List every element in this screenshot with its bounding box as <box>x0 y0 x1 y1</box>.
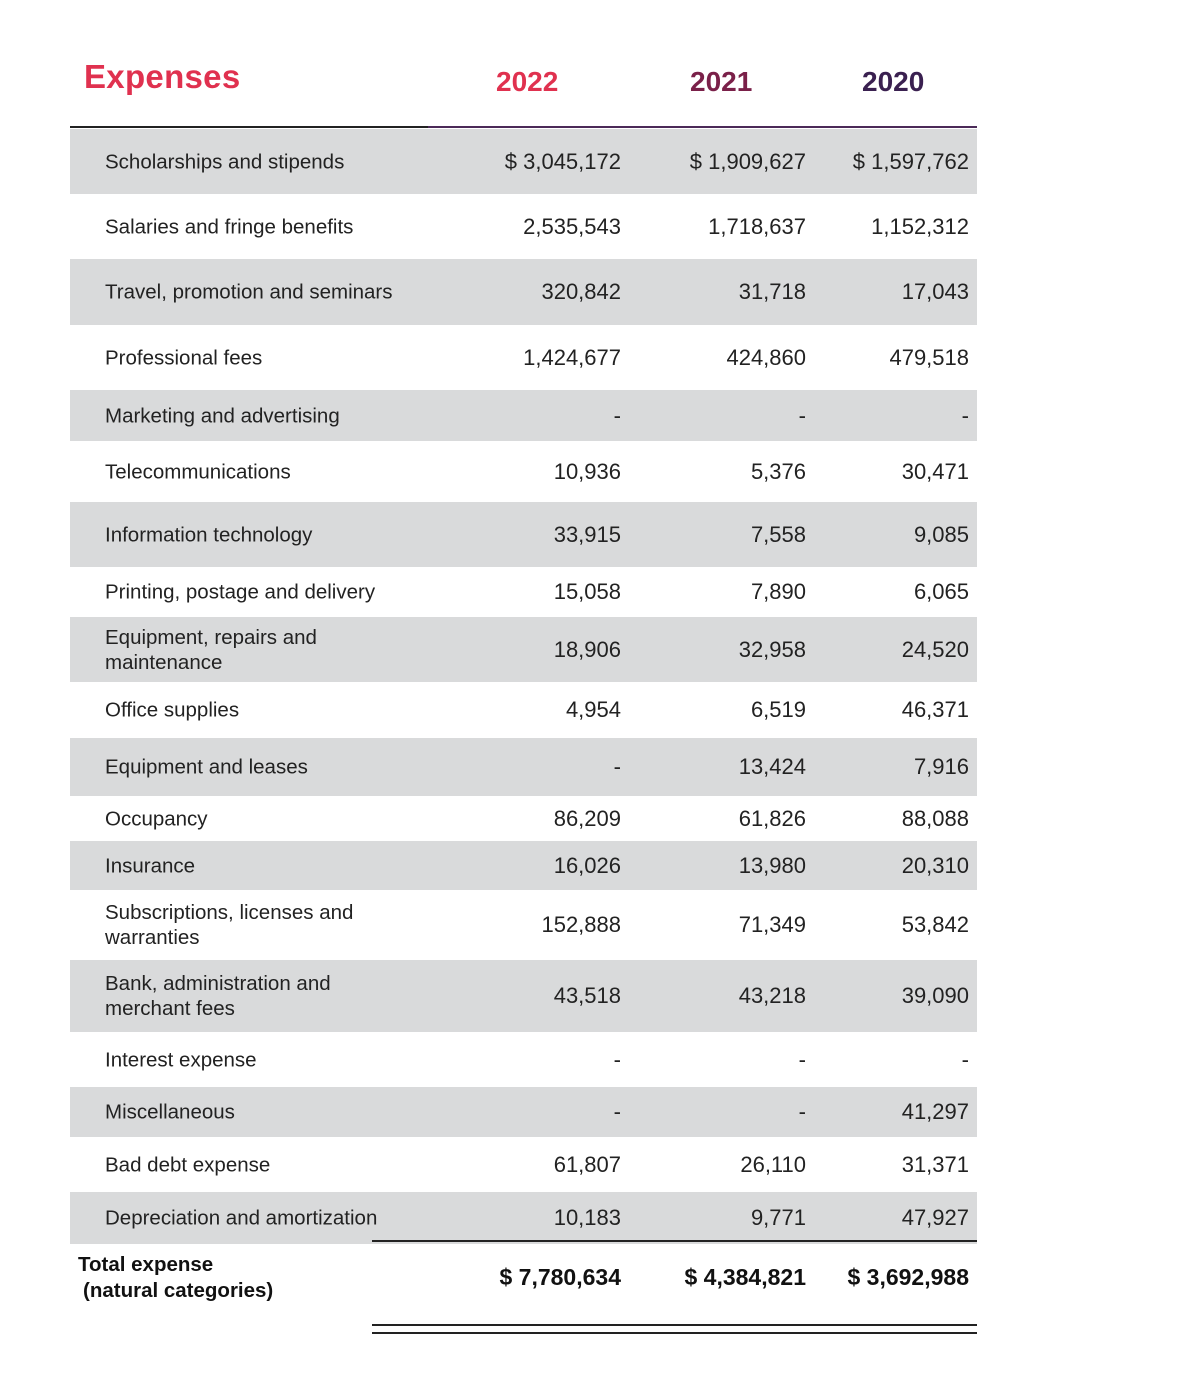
value-2021: 9,771 <box>750 1205 806 1230</box>
row-label: Bad debt expense <box>105 1153 271 1176</box>
total-2022: $ 7,780,634 <box>499 1264 621 1290</box>
value-2020: $ 1,597,762 <box>852 148 969 174</box>
table-row <box>70 390 977 441</box>
value-2021: - <box>798 1099 806 1124</box>
column-header-2022: 2022 <box>496 66 559 97</box>
value-2020: 41,297 <box>901 1099 969 1124</box>
table-row <box>70 259 977 325</box>
value-2022: 10,936 <box>553 458 621 484</box>
value-2022: 86,209 <box>553 805 621 831</box>
row-label: Travel, promotion and seminars <box>105 280 393 304</box>
row-label: Salaries and fringe benefits <box>105 215 354 239</box>
row-label: Professional fees <box>105 346 263 369</box>
value-2020: - <box>961 1046 969 1072</box>
table-row <box>70 796 977 841</box>
value-2022: 152,888 <box>541 912 621 937</box>
total-2020: $ 3,692,988 <box>847 1264 969 1290</box>
value-2022: $ 3,045,172 <box>504 148 621 174</box>
value-2021: 13,980 <box>738 852 806 878</box>
row-label: Occupancy <box>105 807 208 830</box>
row-label: Bank, administration and merchant fees <box>105 972 331 1020</box>
value-2020: 6,065 <box>913 579 969 604</box>
value-2021: 61,826 <box>738 805 806 831</box>
value-2020: 47,927 <box>901 1205 969 1230</box>
table-row <box>70 890 977 960</box>
value-2022: 61,807 <box>553 1151 621 1177</box>
row-label: Interest expense <box>105 1048 257 1071</box>
value-2021: 1,718,637 <box>708 214 806 239</box>
value-2021: 7,558 <box>750 521 806 547</box>
table-row <box>70 841 977 890</box>
value-2021: 26,110 <box>740 1151 806 1177</box>
value-2020: 31,371 <box>901 1151 969 1177</box>
table-row <box>70 502 977 567</box>
row-label: Equipment and leases <box>105 755 308 779</box>
table-row <box>70 195 977 259</box>
row-label: Telecommunications <box>105 460 291 483</box>
value-2022: 16,026 <box>553 852 621 878</box>
column-header-2020: 2020 <box>862 66 925 97</box>
value-2020: 1,152,312 <box>871 214 969 239</box>
value-2022: 18,906 <box>553 636 621 662</box>
row-label: Information technology <box>105 523 313 546</box>
double-rule-bottom <box>372 1332 977 1334</box>
value-2022: 4,954 <box>565 697 621 722</box>
value-2020: 479,518 <box>889 344 969 370</box>
total-rule <box>372 1240 977 1242</box>
table-row <box>70 960 977 1032</box>
value-2021: 71,349 <box>738 912 806 937</box>
header-rule-left <box>70 126 428 128</box>
total-label <box>78 1252 273 1304</box>
value-2020: 53,842 <box>901 912 969 937</box>
total-label-line1: Total expense <box>78 1253 214 1276</box>
row-label: Printing, postage and delivery <box>105 580 376 604</box>
table-row <box>70 325 977 390</box>
header-rule-right <box>428 126 977 128</box>
table-row <box>70 567 977 617</box>
value-2021: 6,519 <box>750 697 806 722</box>
value-2020: 24,520 <box>901 636 969 662</box>
row-label: Equipment, repairs and maintenance <box>105 625 317 674</box>
row-label: Miscellaneous <box>105 1100 235 1124</box>
row-label: Office supplies <box>105 698 240 722</box>
value-2022: 15,058 <box>553 579 621 604</box>
row-label: Marketing and advertising <box>105 404 340 427</box>
table-row <box>70 1192 977 1244</box>
value-2020: 39,090 <box>901 983 969 1008</box>
value-2022: - <box>613 402 621 428</box>
value-2021: 13,424 <box>738 754 806 779</box>
total-2021: $ 4,384,821 <box>684 1264 806 1290</box>
value-2022: 33,915 <box>553 521 621 547</box>
value-2020: 46,371 <box>901 697 969 722</box>
value-2021: 5,376 <box>750 458 806 484</box>
value-2021: 43,218 <box>738 983 806 1008</box>
value-2022: 43,518 <box>553 983 621 1008</box>
column-header-2021: 2021 <box>690 66 753 97</box>
table-row <box>70 441 977 502</box>
row-label: Subscriptions, licenses and warranties <box>105 901 354 949</box>
value-2020: 20,310 <box>901 852 969 878</box>
value-2022: 320,842 <box>541 279 621 304</box>
table-row <box>70 617 977 682</box>
table-row <box>70 1032 977 1087</box>
table-row <box>70 682 977 738</box>
value-2022: - <box>613 1099 621 1124</box>
table-row <box>70 1087 977 1137</box>
value-2020: 30,471 <box>901 458 969 484</box>
value-2021: 7,890 <box>750 579 806 604</box>
value-2020: 9,085 <box>913 521 969 547</box>
value-2020: 7,916 <box>913 754 969 779</box>
value-2021: - <box>798 1046 806 1072</box>
table-title: Expenses <box>84 58 241 95</box>
table-row <box>70 1137 977 1192</box>
table-row <box>70 129 977 194</box>
value-2021: 32,958 <box>738 636 806 662</box>
value-2021: - <box>798 402 806 428</box>
value-2021: $ 1,909,627 <box>689 148 806 174</box>
total-label-line2: (natural categories) <box>83 1279 274 1302</box>
row-label: Insurance <box>105 854 196 877</box>
value-2020: - <box>961 402 969 428</box>
table-row <box>70 738 977 796</box>
value-2020: 88,088 <box>901 805 969 831</box>
value-2022: 1,424,677 <box>523 344 621 370</box>
value-2021: 424,860 <box>726 344 806 370</box>
value-2022: 10,183 <box>553 1205 621 1230</box>
double-rule-top <box>372 1324 977 1326</box>
value-2020: 17,043 <box>901 279 969 304</box>
value-2022: - <box>613 754 621 779</box>
value-2022: - <box>613 1046 621 1072</box>
value-2022: 2,535,543 <box>523 214 621 239</box>
row-label: Scholarships and stipends <box>105 150 345 173</box>
value-2021: 31,718 <box>738 279 806 304</box>
row-label: Depreciation and amortization <box>105 1206 378 1230</box>
